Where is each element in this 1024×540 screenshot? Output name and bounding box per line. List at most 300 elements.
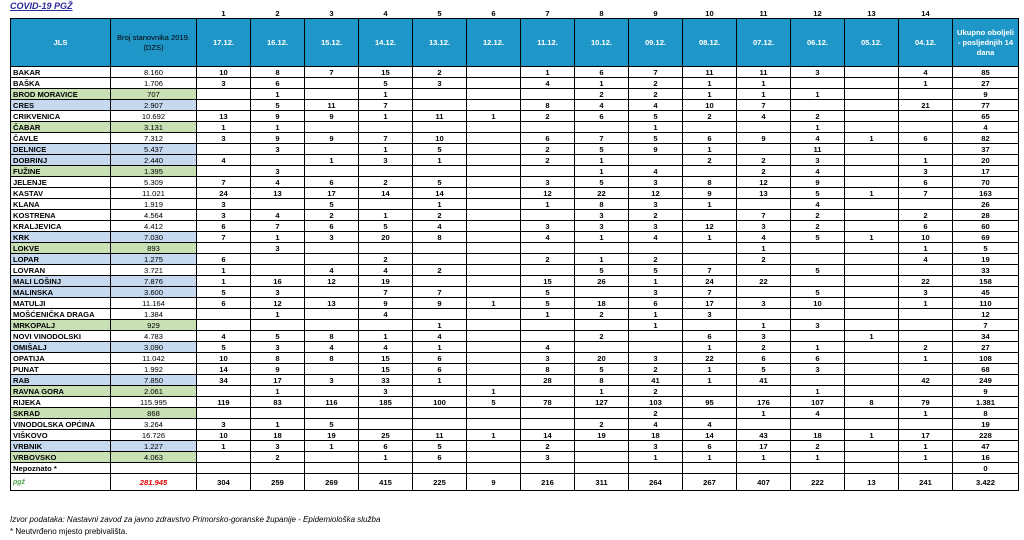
daily-cases: 1 <box>629 122 683 133</box>
daily-cases: 2 <box>791 210 845 221</box>
table-row <box>11 309 1019 320</box>
daily-cases <box>521 122 575 133</box>
daily-cases <box>305 452 359 463</box>
daily-cases <box>845 78 899 89</box>
daily-cases: 12 <box>305 276 359 287</box>
daily-sum: 13 <box>845 474 899 491</box>
daily-cases: 7 <box>359 100 413 111</box>
daily-cases: 1 <box>791 452 845 463</box>
daily-cases <box>845 298 899 309</box>
municipality-name: RIJEKA <box>11 397 111 408</box>
daily-cases: 5 <box>791 232 845 243</box>
daily-cases: 12 <box>737 177 791 188</box>
daily-cases <box>359 199 413 210</box>
daily-cases: 119 <box>197 397 251 408</box>
daily-cases: 4 <box>791 408 845 419</box>
daily-cases: 43 <box>737 430 791 441</box>
daily-cases <box>413 89 467 100</box>
daily-cases <box>899 111 953 122</box>
daily-cases <box>467 265 521 276</box>
daily-cases: 15 <box>359 364 413 375</box>
daily-cases: 4 <box>305 265 359 276</box>
total-cases: 16 <box>953 452 1019 463</box>
daily-cases <box>197 89 251 100</box>
daily-cases: 2 <box>359 177 413 188</box>
daily-cases: 13 <box>251 188 305 199</box>
daily-cases <box>683 122 737 133</box>
daily-cases: 2 <box>521 254 575 265</box>
population-value: 8.160 <box>111 67 197 78</box>
daily-cases: 1 <box>683 375 737 386</box>
daily-cases <box>467 364 521 375</box>
daily-cases: 1 <box>683 232 737 243</box>
population-value: 1.706 <box>111 78 197 89</box>
daily-cases <box>845 276 899 287</box>
table-row <box>11 210 1019 221</box>
daily-cases <box>305 144 359 155</box>
daily-cases <box>845 155 899 166</box>
daily-cases: 3 <box>305 232 359 243</box>
daily-cases <box>413 463 467 474</box>
daily-cases: 3 <box>251 287 305 298</box>
daily-cases <box>413 408 467 419</box>
population-value: 4.564 <box>111 210 197 221</box>
daily-cases: 7 <box>737 100 791 111</box>
daily-cases: 2 <box>629 78 683 89</box>
daily-cases <box>791 375 845 386</box>
daily-cases: 1 <box>359 144 413 155</box>
daily-cases: 1 <box>521 309 575 320</box>
municipality-name: KRALJEVICA <box>11 221 111 232</box>
daily-sum: 304 <box>197 474 251 491</box>
daily-cases <box>467 122 521 133</box>
daily-cases: 4 <box>737 232 791 243</box>
population-value: 3.090 <box>111 342 197 353</box>
daily-cases <box>467 221 521 232</box>
daily-cases: 2 <box>413 67 467 78</box>
population-value: 3.721 <box>111 265 197 276</box>
population-value: 4.783 <box>111 331 197 342</box>
daily-cases <box>575 452 629 463</box>
covid-table <box>10 9 1019 491</box>
population-value: 3.600 <box>111 287 197 298</box>
daily-cases: 1 <box>251 309 305 320</box>
daily-cases <box>413 386 467 397</box>
daily-cases <box>683 408 737 419</box>
daily-cases: 7 <box>197 232 251 243</box>
daily-cases: 8 <box>521 364 575 375</box>
daily-cases: 1 <box>575 166 629 177</box>
daily-cases: 1 <box>359 452 413 463</box>
population-value: 5.437 <box>111 144 197 155</box>
daily-cases: 1 <box>575 78 629 89</box>
municipality-name: KASTAV <box>11 188 111 199</box>
daily-cases: 5 <box>359 78 413 89</box>
date-header: 08.12. <box>683 19 737 67</box>
daily-cases: 4 <box>629 166 683 177</box>
daily-cases: 9 <box>791 177 845 188</box>
daily-cases: 1 <box>305 441 359 452</box>
daily-cases: 1 <box>683 78 737 89</box>
population-value: 5.309 <box>111 177 197 188</box>
daily-cases <box>413 100 467 111</box>
daily-cases <box>305 243 359 254</box>
daily-cases: 1 <box>251 232 305 243</box>
daily-cases: 1 <box>737 408 791 419</box>
daily-cases <box>359 408 413 419</box>
daily-cases: 4 <box>629 419 683 430</box>
daily-cases <box>575 463 629 474</box>
daily-cases: 6 <box>197 298 251 309</box>
daily-cases <box>467 463 521 474</box>
municipality-name: RAB <box>11 375 111 386</box>
daily-cases: 6 <box>737 353 791 364</box>
daily-cases: 2 <box>575 419 629 430</box>
daily-cases: 1 <box>683 342 737 353</box>
daily-cases <box>521 463 575 474</box>
population-value: 3.264 <box>111 419 197 430</box>
daily-cases <box>359 320 413 331</box>
population-value: 11.042 <box>111 353 197 364</box>
daily-cases: 1 <box>413 375 467 386</box>
daily-cases <box>467 67 521 78</box>
daily-cases: 2 <box>359 254 413 265</box>
daily-cases <box>467 133 521 144</box>
daily-cases: 5 <box>305 419 359 430</box>
municipality-name: MALINSKA <box>11 287 111 298</box>
daily-cases: 1 <box>251 89 305 100</box>
municipality-name: DELNICE <box>11 144 111 155</box>
daily-cases <box>197 320 251 331</box>
daily-cases: 7 <box>575 133 629 144</box>
daily-cases: 1 <box>683 364 737 375</box>
daily-cases: 18 <box>629 430 683 441</box>
daily-cases <box>467 452 521 463</box>
total-cases: 9 <box>953 89 1019 100</box>
daily-cases: 1 <box>845 232 899 243</box>
daily-cases: 4 <box>251 177 305 188</box>
daily-cases <box>629 155 683 166</box>
municipality-name: LOPAR <box>11 254 111 265</box>
daily-cases: 1 <box>305 155 359 166</box>
total-cases: 65 <box>953 111 1019 122</box>
total-cases: 5 <box>953 243 1019 254</box>
daily-cases <box>305 386 359 397</box>
daily-cases: 2 <box>629 386 683 397</box>
daily-cases: 4 <box>791 199 845 210</box>
column-number: 11 <box>759 9 768 18</box>
daily-cases <box>197 452 251 463</box>
daily-cases: 5 <box>359 221 413 232</box>
daily-cases: 9 <box>359 298 413 309</box>
daily-cases: 4 <box>359 265 413 276</box>
daily-cases: 107 <box>791 397 845 408</box>
daily-cases: 2 <box>629 254 683 265</box>
total-cases: 12 <box>953 309 1019 320</box>
daily-cases: 5 <box>791 287 845 298</box>
municipality-name: MRKOPALJ <box>11 320 111 331</box>
total-cases: 0 <box>953 463 1019 474</box>
daily-cases: 2 <box>737 254 791 265</box>
daily-cases: 6 <box>683 133 737 144</box>
daily-cases: 9 <box>251 364 305 375</box>
table-row <box>11 452 1019 463</box>
daily-cases: 6 <box>413 364 467 375</box>
daily-cases: 176 <box>737 397 791 408</box>
municipality-name: OPATIJA <box>11 353 111 364</box>
population-value: 929 <box>111 320 197 331</box>
daily-cases <box>575 287 629 298</box>
daily-cases: 14 <box>413 188 467 199</box>
daily-cases <box>467 441 521 452</box>
daily-cases <box>413 122 467 133</box>
daily-cases: 13 <box>305 298 359 309</box>
daily-cases <box>737 199 791 210</box>
daily-cases: 1 <box>251 122 305 133</box>
daily-cases <box>467 78 521 89</box>
population-value: 2.440 <box>111 155 197 166</box>
daily-sum: 415 <box>359 474 413 491</box>
total-cases: 47 <box>953 441 1019 452</box>
daily-sum: 9 <box>467 474 521 491</box>
daily-cases: 3 <box>251 166 305 177</box>
daily-cases: 3 <box>629 221 683 232</box>
daily-cases: 7 <box>899 188 953 199</box>
table-row <box>11 320 1019 331</box>
daily-cases: 2 <box>251 452 305 463</box>
date-header: 10.12. <box>575 19 629 67</box>
daily-cases <box>251 463 305 474</box>
daily-cases: 1 <box>629 276 683 287</box>
daily-cases: 15 <box>359 67 413 78</box>
table-row <box>11 243 1019 254</box>
daily-cases: 79 <box>899 397 953 408</box>
daily-cases: 3 <box>197 210 251 221</box>
daily-cases <box>305 309 359 320</box>
daily-cases: 9 <box>737 133 791 144</box>
daily-cases: 8 <box>251 353 305 364</box>
municipality-name: VINODOLSKA OPĆINA <box>11 419 111 430</box>
daily-cases <box>737 122 791 133</box>
daily-cases: 3 <box>575 210 629 221</box>
population-value <box>111 463 197 474</box>
daily-cases <box>305 320 359 331</box>
table-row <box>11 166 1019 177</box>
daily-cases <box>899 144 953 155</box>
daily-cases: 28 <box>521 375 575 386</box>
daily-cases <box>467 210 521 221</box>
daily-cases: 3 <box>737 221 791 232</box>
daily-cases: 4 <box>251 210 305 221</box>
daily-cases: 17 <box>305 188 359 199</box>
daily-cases <box>521 419 575 430</box>
total-cases: 37 <box>953 144 1019 155</box>
daily-cases <box>899 309 953 320</box>
daily-cases <box>737 309 791 320</box>
daily-cases: 42 <box>899 375 953 386</box>
daily-cases: 10 <box>197 67 251 78</box>
daily-cases: 7 <box>683 287 737 298</box>
daily-cases: 7 <box>251 221 305 232</box>
daily-cases: 7 <box>683 265 737 276</box>
daily-cases <box>467 100 521 111</box>
total-cases: 158 <box>953 276 1019 287</box>
population-value: 7.876 <box>111 276 197 287</box>
table-row <box>11 254 1019 265</box>
daily-cases <box>521 89 575 100</box>
daily-cases: 1 <box>899 408 953 419</box>
daily-cases: 2 <box>899 210 953 221</box>
daily-cases <box>845 408 899 419</box>
daily-cases <box>575 122 629 133</box>
daily-cases <box>899 122 953 133</box>
daily-cases <box>521 243 575 254</box>
daily-cases <box>683 210 737 221</box>
daily-cases: 3 <box>197 78 251 89</box>
table-row <box>11 155 1019 166</box>
municipality-name: JELENJE <box>11 177 111 188</box>
population-value: 868 <box>111 408 197 419</box>
table-row <box>11 430 1019 441</box>
daily-cases: 3 <box>521 177 575 188</box>
table-row <box>11 67 1019 78</box>
population-value: 1.919 <box>111 199 197 210</box>
daily-cases: 8 <box>683 177 737 188</box>
daily-cases: 18 <box>251 430 305 441</box>
daily-cases: 24 <box>683 276 737 287</box>
daily-cases: 24 <box>197 188 251 199</box>
daily-cases: 14 <box>197 364 251 375</box>
daily-cases: 1 <box>899 78 953 89</box>
daily-cases <box>521 265 575 276</box>
daily-cases: 1 <box>359 111 413 122</box>
daily-cases: 5 <box>305 199 359 210</box>
total-cases: 249 <box>953 375 1019 386</box>
daily-cases <box>899 331 953 342</box>
daily-cases <box>845 166 899 177</box>
daily-cases: 1 <box>629 320 683 331</box>
daily-cases: 4 <box>197 155 251 166</box>
column-number: 6 <box>491 9 496 18</box>
municipality-name: LOVRAN <box>11 265 111 276</box>
population-value: 7.312 <box>111 133 197 144</box>
daily-cases <box>467 276 521 287</box>
daily-cases: 5 <box>575 364 629 375</box>
daily-cases: 8 <box>845 397 899 408</box>
daily-cases: 10 <box>683 100 737 111</box>
table-row <box>11 199 1019 210</box>
municipality-name: MATULJI <box>11 298 111 309</box>
municipality-name: Nepoznato * <box>11 463 111 474</box>
date-header: 14.12. <box>359 19 413 67</box>
daily-cases: 5 <box>413 144 467 155</box>
municipality-name: ČAVLE <box>11 133 111 144</box>
population-value: 11.021 <box>111 188 197 199</box>
daily-cases: 3 <box>791 320 845 331</box>
daily-cases: 9 <box>413 298 467 309</box>
daily-cases: 3 <box>413 78 467 89</box>
daily-cases: 4 <box>359 309 413 320</box>
municipality-name: SKRAD <box>11 408 111 419</box>
daily-cases: 2 <box>305 210 359 221</box>
daily-cases: 5 <box>197 287 251 298</box>
daily-cases: 3 <box>899 287 953 298</box>
table-row <box>11 89 1019 100</box>
daily-cases: 4 <box>791 166 845 177</box>
daily-cases: 4 <box>413 221 467 232</box>
daily-cases: 8 <box>575 375 629 386</box>
column-number: 2 <box>275 9 280 18</box>
municipality-name: ČABAR <box>11 122 111 133</box>
daily-cases: 13 <box>197 111 251 122</box>
daily-sum: 407 <box>737 474 791 491</box>
daily-cases: 4 <box>899 254 953 265</box>
pgz-label: pgž <box>13 479 26 486</box>
table-row <box>11 397 1019 408</box>
daily-cases: 1 <box>467 386 521 397</box>
daily-cases: 7 <box>413 287 467 298</box>
daily-cases: 3 <box>629 353 683 364</box>
daily-cases: 3 <box>197 133 251 144</box>
municipality-name: OMIŠALJ <box>11 342 111 353</box>
daily-cases: 3 <box>305 375 359 386</box>
table-row <box>11 265 1019 276</box>
daily-cases: 5 <box>575 177 629 188</box>
spacer-cell <box>111 9 197 19</box>
column-number: 13 <box>867 9 876 18</box>
daily-cases <box>845 342 899 353</box>
daily-cases: 2 <box>899 342 953 353</box>
daily-cases: 3 <box>791 155 845 166</box>
municipality-name: BROD MORAVICE <box>11 89 111 100</box>
daily-cases: 2 <box>575 309 629 320</box>
daily-cases: 4 <box>791 133 845 144</box>
column-number: 5 <box>437 9 442 18</box>
municipality-name: PUNAT <box>11 364 111 375</box>
daily-cases: 116 <box>305 397 359 408</box>
daily-cases: 3 <box>197 199 251 210</box>
population-value: 16.726 <box>111 430 197 441</box>
daily-cases: 4 <box>575 100 629 111</box>
daily-cases: 3 <box>683 309 737 320</box>
daily-cases <box>737 419 791 430</box>
date-header: 13.12. <box>413 19 467 67</box>
daily-cases: 1 <box>791 386 845 397</box>
population-value: 1.275 <box>111 254 197 265</box>
daily-cases: 5 <box>575 265 629 276</box>
daily-cases: 22 <box>683 353 737 364</box>
daily-cases <box>845 254 899 265</box>
daily-cases <box>791 100 845 111</box>
daily-cases: 5 <box>575 144 629 155</box>
daily-cases <box>845 441 899 452</box>
daily-cases: 1 <box>467 430 521 441</box>
daily-cases: 11 <box>683 67 737 78</box>
daily-cases: 5 <box>629 111 683 122</box>
daily-cases <box>521 166 575 177</box>
daily-cases <box>467 89 521 100</box>
daily-cases: 4 <box>737 111 791 122</box>
daily-cases: 5 <box>521 298 575 309</box>
daily-cases: 2 <box>629 408 683 419</box>
daily-cases <box>197 100 251 111</box>
daily-cases: 3 <box>629 199 683 210</box>
daily-cases <box>521 210 575 221</box>
daily-cases <box>305 122 359 133</box>
population-value: 115.995 <box>111 397 197 408</box>
daily-cases: 1 <box>575 155 629 166</box>
daily-cases: 2 <box>791 111 845 122</box>
